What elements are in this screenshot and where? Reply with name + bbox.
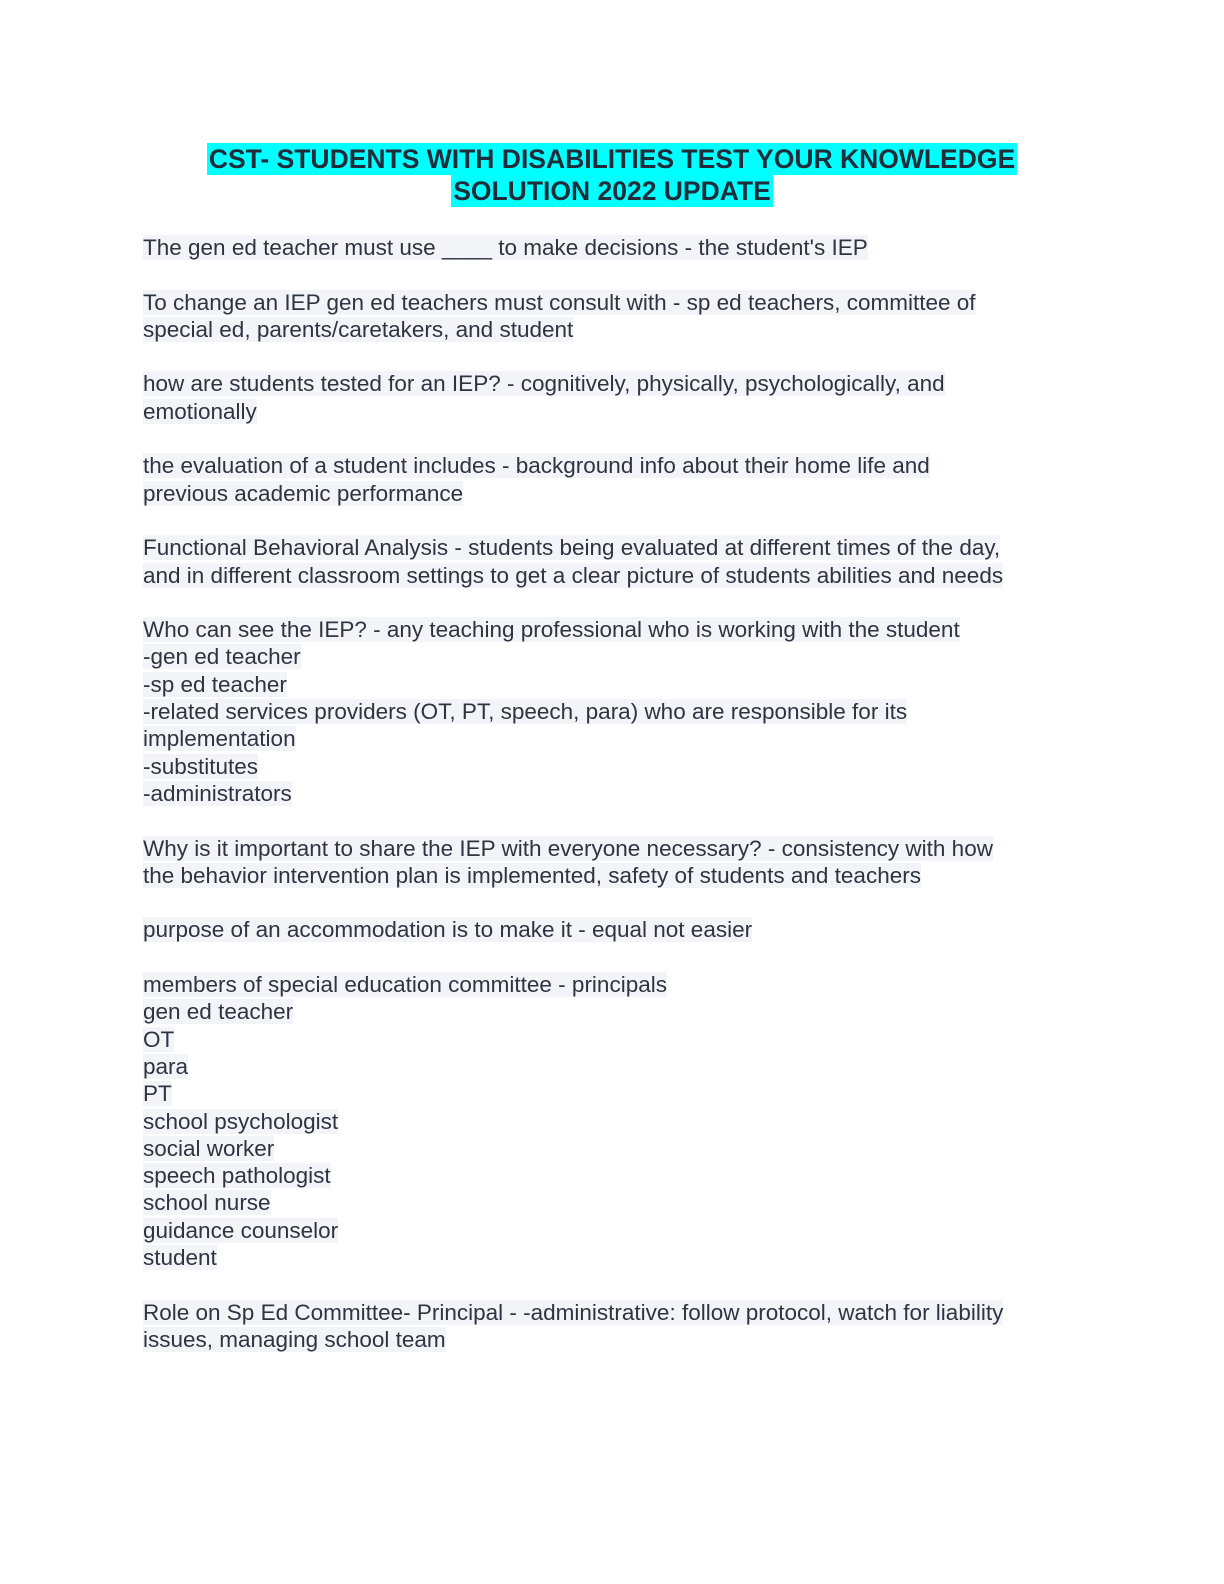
qa-line <box>143 862 1073 889</box>
qa-line-text: -related services providers (OT, PT, speech, para) who are responsible for its <box>143 699 908 725</box>
qa-line-text: how are students tested for an IEP? - cognitively, physically, psychologically, and <box>143 371 945 397</box>
qa-line-text: previous academic performance <box>143 480 464 506</box>
qa-line <box>143 1135 1073 1162</box>
qa-line <box>143 1326 1073 1353</box>
qa-line <box>143 1217 1073 1244</box>
qa-line-text: emotionally <box>143 398 257 424</box>
qa-line-text: the behavior intervention plan is implemented, safety of students and teachers <box>143 862 921 888</box>
qa-line-text: gen ed teacher <box>143 999 294 1025</box>
qa-line-text: Role on Sp Ed Committee- Principal - -administrative: follow protocol, watch for liability <box>143 1299 1004 1325</box>
qa-line <box>143 971 1073 998</box>
qa-line <box>143 480 1073 507</box>
qa-line-text: social worker <box>143 1135 275 1161</box>
qa-line-text: issues, managing school team <box>143 1326 446 1352</box>
qa-line-text: special ed, parents/caretakers, and student <box>143 316 574 342</box>
qa-entry <box>143 916 1073 943</box>
qa-line-text: para <box>143 1053 189 1079</box>
qa-line <box>143 1026 1073 1053</box>
document-title <box>0 143 1224 207</box>
qa-line <box>143 1299 1073 1326</box>
qa-entry <box>143 289 1073 344</box>
qa-line-text: student <box>143 1244 217 1270</box>
qa-line-text: school psychologist <box>143 1108 339 1134</box>
qa-line <box>143 1053 1073 1080</box>
qa-line <box>143 534 1073 561</box>
qa-entry <box>143 452 1073 507</box>
qa-line-text: school nurse <box>143 1190 271 1216</box>
qa-line-text: and in different classroom settings to get a clear picture of students abilities and needs <box>143 562 1004 588</box>
qa-line-text: -gen ed teacher <box>143 644 301 670</box>
qa-entry <box>143 971 1073 1271</box>
title-line-2: SOLUTION 2022 UPDATE <box>453 176 771 206</box>
qa-entry <box>143 234 1073 261</box>
qa-line-text: PT <box>143 1081 172 1107</box>
qa-line <box>143 725 1073 752</box>
qa-line <box>143 643 1073 670</box>
qa-entry <box>143 534 1073 589</box>
qa-list <box>143 234 1073 1380</box>
qa-line <box>143 370 1073 397</box>
qa-line-text: the evaluation of a student includes - background info about their home life and <box>143 453 930 479</box>
qa-line <box>143 916 1073 943</box>
qa-line <box>143 671 1073 698</box>
qa-line <box>143 780 1073 807</box>
qa-line <box>143 1244 1073 1271</box>
qa-line <box>143 562 1073 589</box>
qa-line <box>143 753 1073 780</box>
qa-line-text: members of special education committee - principals <box>143 972 667 998</box>
title-line-1: CST- STUDENTS WITH DISABILITIES TEST YOUR KNOWLEDGE <box>208 144 1016 174</box>
qa-line <box>143 289 1073 316</box>
qa-line-text: OT <box>143 1026 175 1052</box>
qa-line <box>143 1162 1073 1189</box>
qa-line <box>143 234 1073 261</box>
qa-line-text: guidance counselor <box>143 1217 339 1243</box>
qa-line <box>143 452 1073 479</box>
qa-line <box>143 698 1073 725</box>
qa-line-text: -sp ed teacher <box>143 671 287 697</box>
qa-line-text: -substitutes <box>143 753 259 779</box>
qa-line <box>143 616 1073 643</box>
qa-line-text: purpose of an accommodation is to make it - equal not easier <box>143 917 753 943</box>
qa-line-text: Functional Behavioral Analysis - students being evaluated at different times of the day, <box>143 535 1001 561</box>
qa-line-text: Who can see the IEP? - any teaching professional who is working with the student <box>143 617 960 643</box>
qa-line-text: -administrators <box>143 780 292 806</box>
qa-line <box>143 1080 1073 1107</box>
qa-line-text: implementation <box>143 726 296 752</box>
qa-line-text: The gen ed teacher must use ____ to make decisions - the student's IEP <box>143 235 868 260</box>
qa-line <box>143 398 1073 425</box>
qa-entry <box>143 1299 1073 1354</box>
qa-entry <box>143 370 1073 425</box>
qa-line <box>143 1108 1073 1135</box>
qa-line-text: speech pathologist <box>143 1163 331 1189</box>
qa-line-text: To change an IEP gen ed teachers must consult with - sp ed teachers, committee of <box>143 289 976 315</box>
qa-entry <box>143 616 1073 807</box>
qa-line <box>143 998 1073 1025</box>
qa-line <box>143 835 1073 862</box>
qa-line <box>143 316 1073 343</box>
qa-entry <box>143 835 1073 890</box>
qa-line-text: Why is it important to share the IEP with everyone necessary? - consistency with how <box>143 835 993 861</box>
qa-line <box>143 1189 1073 1216</box>
